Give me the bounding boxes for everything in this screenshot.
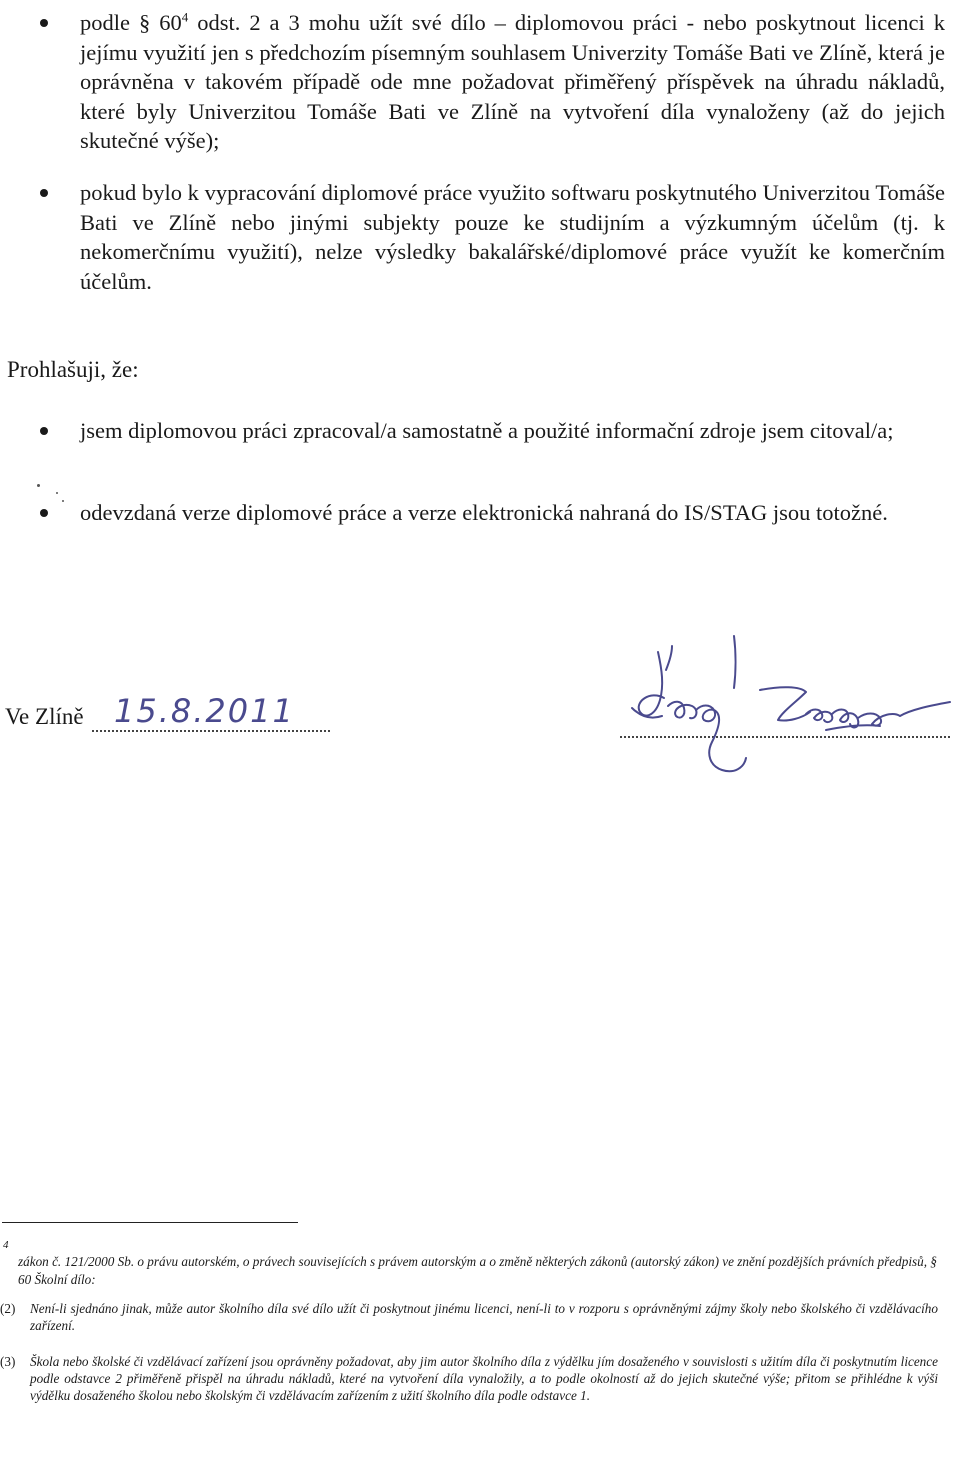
list-item-text: odevzdaná verze diplomové práce a verze elektronická nahraná do IS/STAG jsou totožné. — [80, 500, 888, 525]
declaration-heading: Prohlašuji, že: — [7, 357, 139, 382]
paragraph-number: (3) — [0, 1354, 16, 1369]
scan-speck — [56, 492, 58, 494]
scan-speck — [62, 500, 64, 502]
list-item — [40, 416, 945, 446]
paragraph-number: (2) — [0, 1301, 16, 1316]
list-item — [40, 498, 945, 528]
footnote-paragraph — [0, 1353, 938, 1404]
text-run: odst. 2 a 3 mohu užít své dílo – diplomovou práci - nebo poskytnout licenci k jejímu využití jen s předchozím písemným souhlasem Univerzity Tomáše Bati ve Zlíně, která je oprávněna v takovém případě ode mne požadovat přiměřený příspěvek na úhradu nákladů, které byly Univerzitou Tomáše Bati ve Zlíně na vytvoření díla vynaloženy (až do jejich skutečné výše); — [80, 10, 945, 153]
footnote-reference: 4 — [181, 9, 189, 25]
paragraph-text: Není-li sjednáno jinak, může autor školního díla své dílo užít či poskytnout jinému licenci, není-li to v rozporu s oprávněnými zájmy školy nebo školského či vzdělávacího zařízení. — [30, 1301, 938, 1333]
date-line — [92, 730, 330, 732]
text-run: podle § 60 — [80, 10, 182, 35]
list-item-text: jsem diplomovou práci zpracoval/a samostatně a použité informační zdroje jsem citoval/a; — [80, 418, 894, 443]
place-label: Ve Zlíně — [5, 704, 84, 729]
list-item — [40, 8, 945, 156]
bullet-dot — [40, 189, 48, 197]
footnote-intro: zákon č. 121/2000 Sb. o právu autorském, o právech souvisejících s právem autorským a o změně některých zákonů (autorský zákon) ve znění pozdějších právních předpisů, § 60 Školní dílo: — [18, 1254, 937, 1287]
footnote-mark: 4 — [3, 1239, 9, 1251]
bullet-dot — [40, 19, 48, 27]
bullet-dot — [40, 509, 48, 517]
footnote-paragraph — [0, 1300, 938, 1334]
handwritten-signature — [610, 630, 955, 780]
handwritten-date: 15.8.2011 — [114, 692, 295, 730]
bullet-dot — [40, 427, 48, 435]
list-item — [40, 178, 945, 296]
list-item-text: pokud bylo k vypracování diplomové práce využito softwaru poskytnutého Univerzitou Tomáše Bati ve Zlíně nebo jinými subjekty pouze ke studijním a výzkumným účelům (tj. k nekomerčnímu využití), nelze výsledky bakalářské/diplomové práce využít ke komerčním účelům. — [80, 180, 945, 294]
footnote-separator — [2, 1222, 298, 1223]
scan-speck — [37, 484, 40, 487]
list-item-text — [80, 8, 945, 156]
paragraph-text: Škola nebo školské či vzdělávací zařízení jsou oprávněny požadovat, aby jim autor školního díla z výdělku jím dosaženého v souvislosti s užitím díla či poskytnutím licence podle odstavce 2 přiměřeně přispěl na úhradu nákladů, které na vytvoření díla vynaložily, a to podle okolností až do jejich skutečné výše; přitom se přihlédne k výši výdělku dosaženého školou nebo školským či vzdělávacím zařízením z užití školního díla podle odstavce 1. — [30, 1354, 938, 1403]
